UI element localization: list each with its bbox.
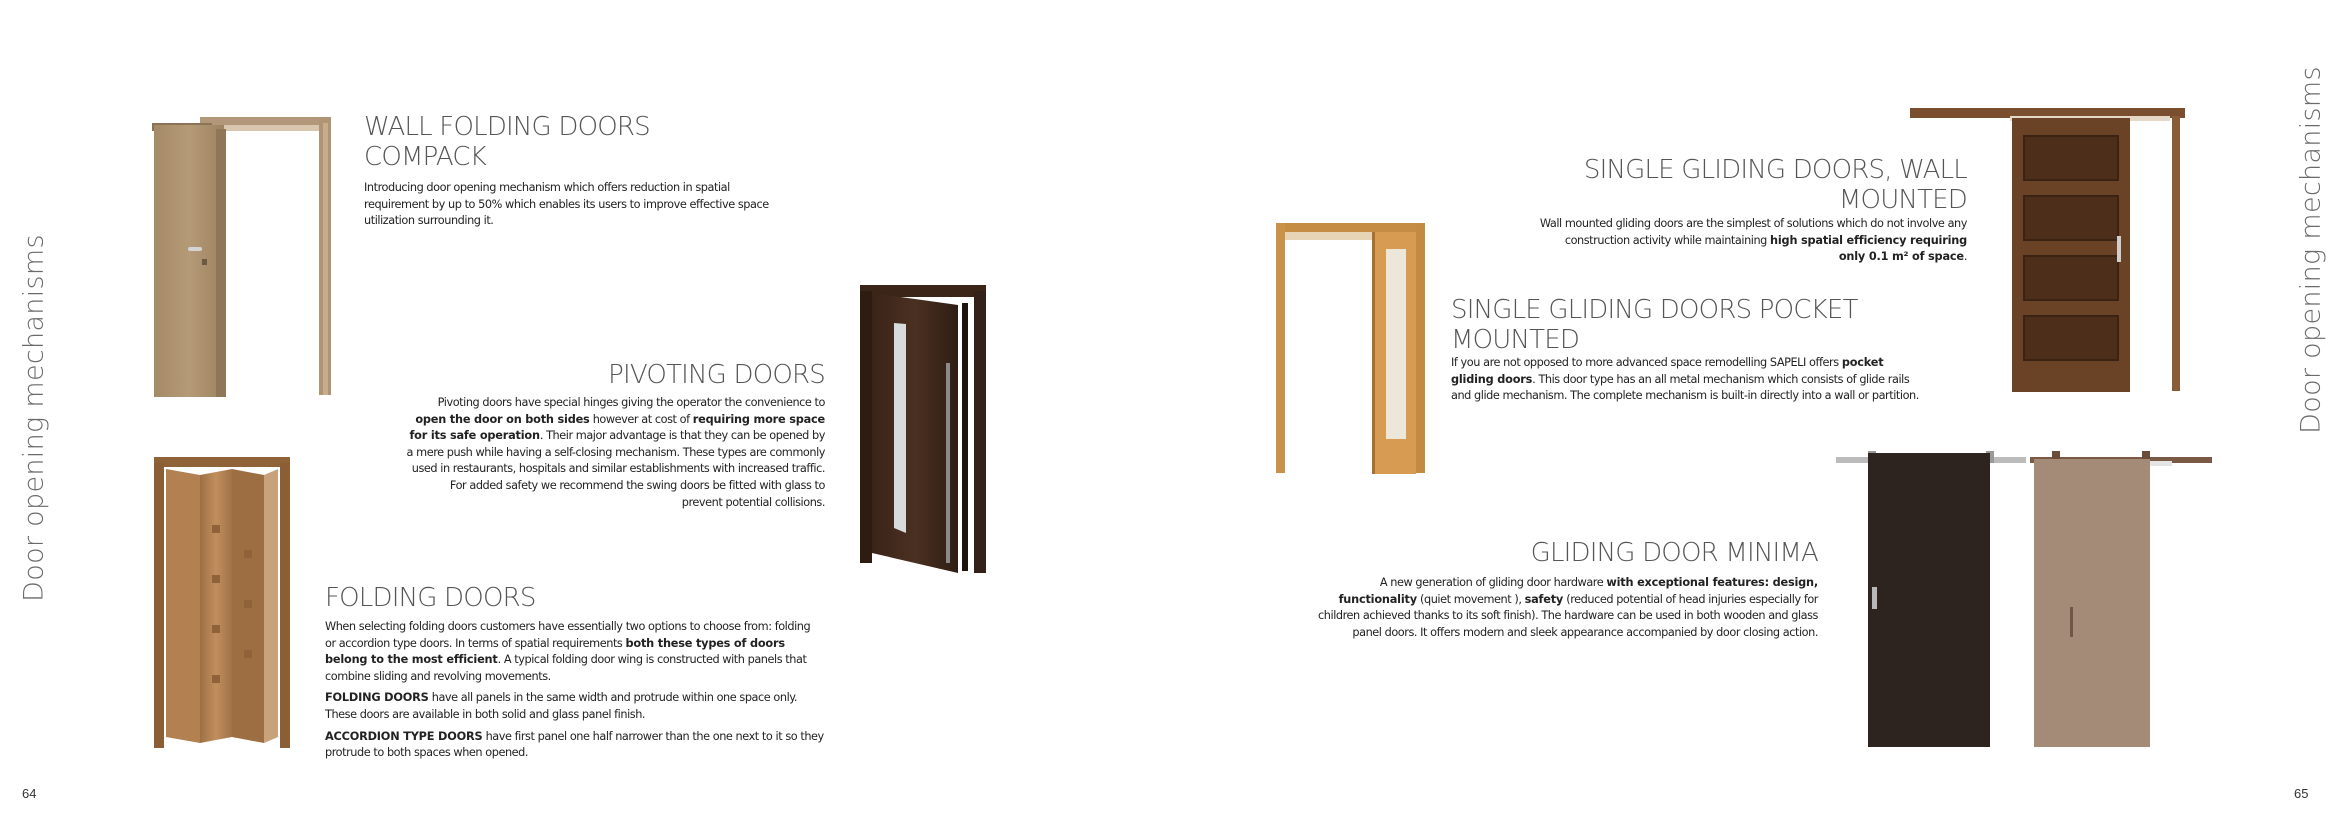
- folding-text: When selecting folding doors customers have essentially two options to choose from: folding or accordion type doors. In terms of spatial requirements both these types of doors belong to the most efficient. A typical folding door wing is constructed with panels that combine sliding and revolving movements. FOLDING DOORS have all panels in the same width and protrude within one space only. These doors are available in both solid and glass panel finish. ACCORDION TYPE DOORS have first panel one half narrower than the one next to it so they protrude to both spaces when opened.: [325, 620, 824, 760]
- single-pocket-text: If you are not opposed to more advanced space remodelling SAPELI offers pocket gliding doors. This door type has an all metal mechanism which consists of glide rails and glide mechanism. The complete mechanism is built-in directly into a wall or partition.: [1451, 356, 1919, 403]
- single-wall-title: SINGLE GLIDING DOORS, WALL MOUNTED: [1583, 155, 1967, 215]
- pocket-door-image: [1274, 221, 1427, 475]
- side-title-left: Door opening mechanisms: [18, 234, 50, 602]
- minima-text: A new generation of gliding door hardware with exceptional features: design, functionality (quiet movement ), safety (reduced potential of head injuries especially for children achieved thanks to its soft finish). The hardware can be used in both wooden and glass panel doors. It offers modern and sleek appearance accompanied by door closing action.: [1318, 576, 1818, 639]
- wall-folding-text: Introducing door opening mechanism which offers reduction in spatial requirement by up to 50% which enables its users to improve effective space utilization surrounding it.: [364, 181, 769, 228]
- page-number-right: 65: [2294, 786, 2309, 801]
- folding-door-image: [152, 455, 292, 748]
- wall-folding-door-image: [150, 115, 335, 400]
- page-number-left: 64: [22, 786, 37, 801]
- wall-folding-title: WALL FOLDING DOORS COMPACK: [364, 112, 650, 172]
- pivoting-door-image: [858, 283, 988, 573]
- pivoting-title: PIVOTING DOORS: [608, 360, 825, 390]
- minima-title: GLIDING DOOR MINIMA: [1530, 538, 1818, 568]
- folding-title: FOLDING DOORS: [325, 583, 536, 613]
- side-title-right: Door opening mechanisms: [2295, 66, 2327, 434]
- single-pocket-title: SINGLE GLIDING DOORS POCKET MOUNTED: [1451, 295, 1858, 355]
- single-wall-text: Wall mounted gliding doors are the simplest of solutions which do not involve any construction activity while maintaining high spatial efficiency requiring only 0.1 m² of space.: [1539, 217, 1967, 264]
- minima-dark-door-image: [1836, 447, 2026, 749]
- minima-light-door-image: [2030, 447, 2212, 749]
- pivoting-text: Pivoting doors have special hinges giving the operator the convenience to open the door on both sides however at cost of requiring more space for its safe operation. Their major advantage is that they can be opened by a mere push while having a self-closing mechanism. These types are commonly used in restaurants, hospitals and similar establishments with increased traffic. For added safety we recommend the swing doors be fitted with glass to prevent potential collisions.: [406, 396, 825, 509]
